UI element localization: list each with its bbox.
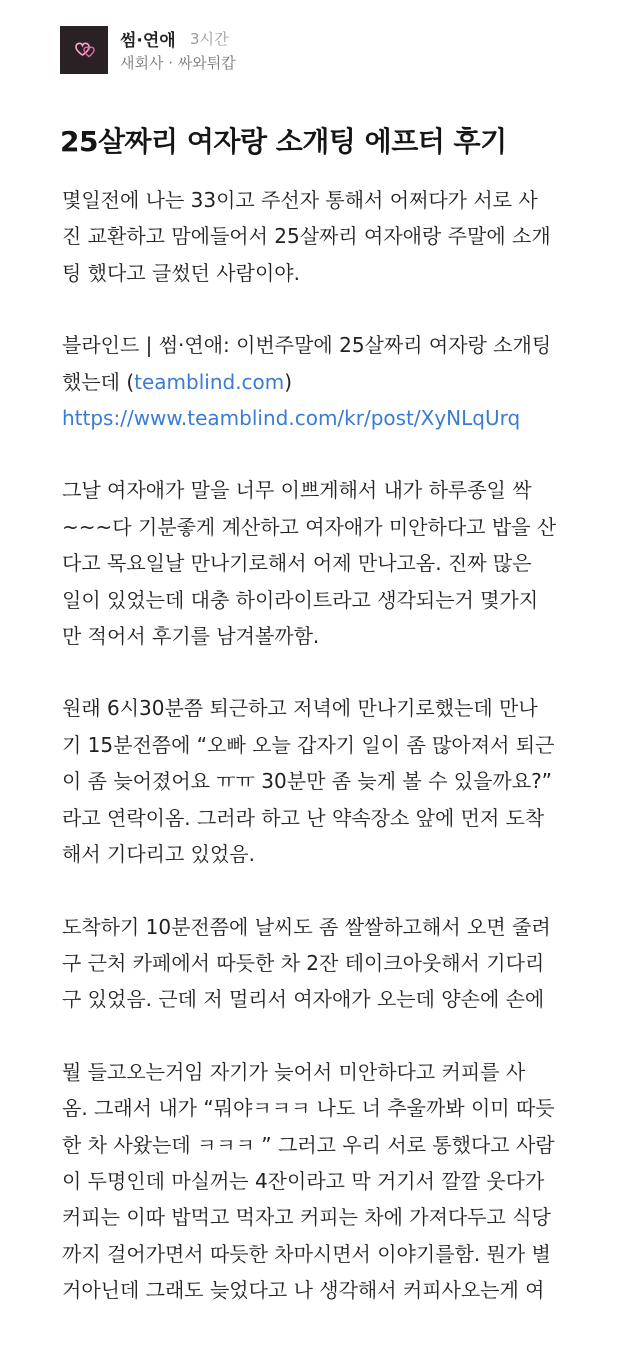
text-line: 일이 있었는데 대충 하이라이트라고 생각되는거 몇가지 (62, 587, 539, 612)
paragraph-arrival (62, 909, 584, 1018)
heart-avatar-icon (60, 26, 108, 74)
text-line: ~~~다 기분좋게 계산하고 여자애가 미안하다고 밥을 산 (62, 514, 557, 539)
paragraph-coffee (62, 1054, 584, 1309)
text-line: 진 교환하고 맘에들어서 25살짜리 여자애랑 주말에 소개 (62, 224, 551, 249)
text-line: 구 있었음. 근데 저 멀리서 여자애가 오는데 양손에 손에 (62, 987, 545, 1012)
post-url-link[interactable]: https://www.teamblind.com/kr/post/XyNLqUrq (62, 406, 521, 431)
author-meta: 새회사 · 싸와튀캅 (120, 54, 236, 72)
text-line: 커피는 이따 밥먹고 먹자고 커피는 차에 가져다두고 식당 (62, 1205, 551, 1230)
paragraph-intro (62, 182, 584, 291)
text-line: 까지 걸어가면서 따듯한 차마시면서 이야기를함. 뭔가 별 (62, 1241, 551, 1266)
text-line: 이 좀 늦어졌어요 ㅠㅠ 30분만 좀 늦게 볼 수 있을까요?” (62, 769, 553, 794)
avatar[interactable] (60, 26, 108, 74)
author-name[interactable]: 썸·연애 (120, 31, 176, 51)
post-title: 25살짜리 여자랑 소개팅 에프터 후기 (60, 125, 507, 158)
text-line: 그날 여자애가 말을 너무 이쁘게해서 내가 하루종일 싹 (62, 478, 532, 503)
text-line: 한 차 사왔는데 ㅋㅋㅋ ” 그러고 우리 서로 통했다고 사람 (62, 1132, 555, 1157)
text-suffix: ) (284, 369, 293, 394)
text-prefix: 했는데 ( (62, 369, 135, 394)
text-line: 기 15분전쯤에 “오빠 오늘 갑자기 일이 좀 많아져서 퇴근 (62, 732, 555, 757)
text-line: 거아닌데 그래도 늦었다고 나 생각해서 커피사오는게 여 (62, 1278, 545, 1303)
text-line: 몇일전에 나는 33이고 주선자 통해서 어쩌다가 서로 사 (62, 188, 538, 212)
paragraph-schedule (62, 690, 584, 872)
text-line: 원래 6시30분쯤 퇴근하고 저녁에 만나기로했는데 만나 (62, 696, 538, 721)
post-header (0, 0, 640, 100)
text-line: 다고 목요일날 만나기로해서 어제 만나고옴. 진짜 많은 (62, 551, 532, 576)
text-line (62, 364, 584, 400)
paragraph-summary (62, 472, 584, 654)
text-line: 만 적어서 후기를 남겨볼까함. (62, 624, 320, 649)
text-line: 뭘 들고오는거임 자기가 늦어서 미안하다고 커피를 사 (62, 1059, 526, 1084)
text-line: 이 두명인데 마실꺼는 4잔이라고 막 거기서 깔깔 웃다가 (62, 1168, 545, 1193)
domain-link[interactable]: teamblind.com (134, 369, 285, 394)
post-time: 3시간 (190, 30, 229, 48)
text-line: 도착하기 10분전쯤에 날씨도 좀 쌀쌀하고해서 오면 줄려 (62, 914, 551, 939)
text-line: 팅 했다고 글썼던 사람이야. (62, 260, 300, 285)
text-line: 옴. 그래서 내가 “뭐야ㅋㅋㅋ 나도 너 추울까봐 이미 따듯 (62, 1096, 555, 1121)
text-line: 블라인드 | 썸·연애: 이번주말에 25살짜리 여자랑 소개팅 (62, 333, 552, 358)
text-line: 해서 기다리고 있었음. (62, 842, 255, 867)
text-line: 라고 연락이옴. 그러라 하고 난 약속장소 앞에 먼저 도착 (62, 805, 545, 830)
post-body (62, 182, 584, 1345)
paragraph-link (62, 327, 584, 436)
text-line: 구 근처 카페에서 따듯한 차 2잔 테이크아웃해서 기다리 (62, 950, 545, 975)
